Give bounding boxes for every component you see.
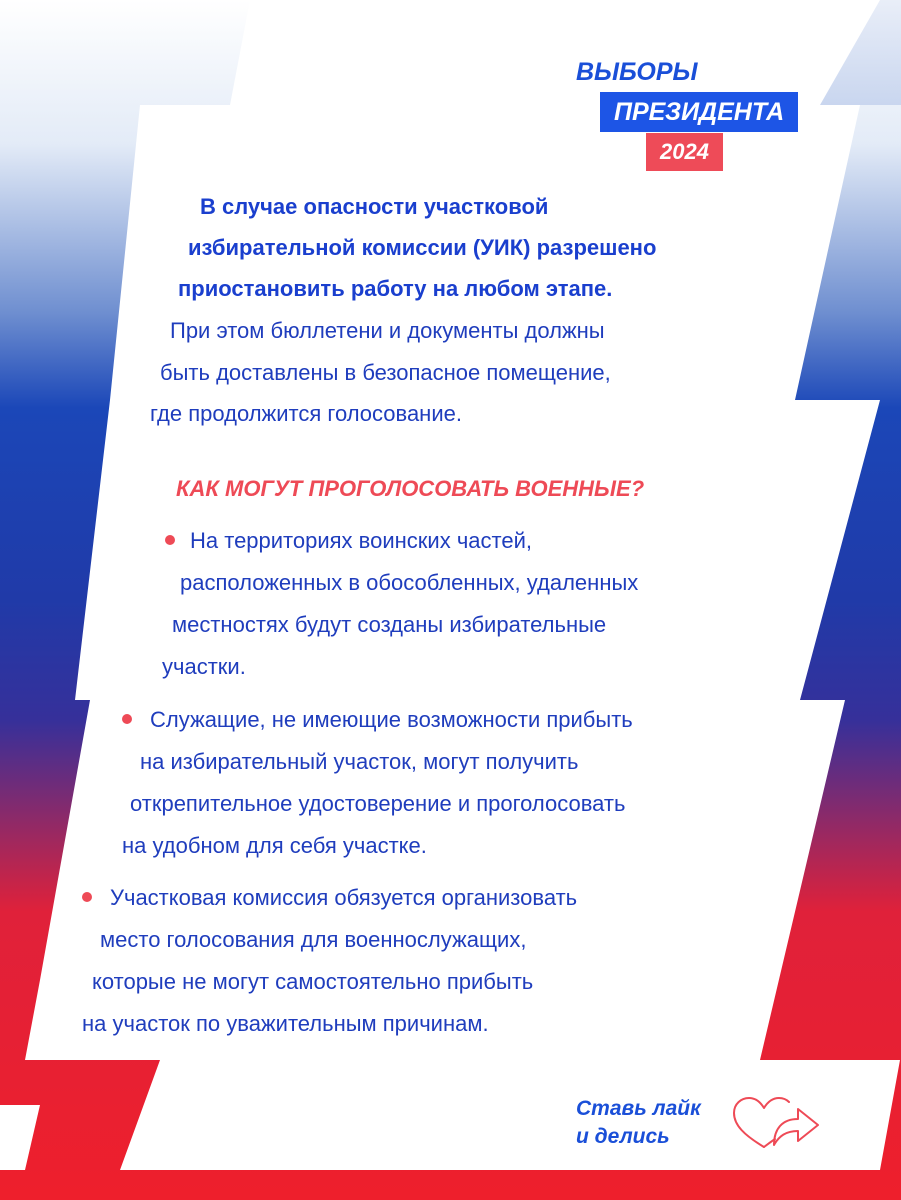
bullet-dot-3 <box>82 892 92 902</box>
heart-share-icon[interactable] <box>730 1095 822 1153</box>
section-heading: КАК МОГУТ ПРОГОЛОСОВАТЬ ВОЕННЫЕ? <box>176 476 645 501</box>
bullet-dot-2 <box>122 714 132 724</box>
bullet-2-line-2: на избирательный участок, могут получить <box>140 749 579 774</box>
cta-line-2: и делись <box>576 1125 670 1148</box>
bullet-1-line-4: участки. <box>162 654 246 679</box>
cta-line-1: Ставь лайк <box>576 1097 701 1120</box>
intro-bold-line-1: В случае опасности участковой <box>200 194 549 219</box>
bullet-1-line-2: расположенных в обособленных, удаленных <box>180 570 639 595</box>
intro-line-3: где продолжится голосование. <box>150 401 462 426</box>
intro-bold-line-3: приостановить работу на любом этапе. <box>178 276 613 301</box>
bullet-3-line-1: Участковая комиссия обязуется организовать <box>110 885 578 910</box>
badge-elections: ВЫБОРЫ <box>562 52 712 92</box>
intro-line-2: быть доставлены в безопасное помещение, <box>160 360 611 385</box>
bullet-dot-1 <box>165 535 175 545</box>
intro-line-1: При этом бюллетени и документы должны <box>170 318 605 343</box>
bullet-2-line-1: Служащие, не имеющие возможности прибыть <box>150 707 633 732</box>
bullet-1-line-3: местностях будут созданы избирательные <box>172 612 607 637</box>
bullet-3-line-3: которые не могут самостоятельно прибыть <box>92 969 534 994</box>
badge-president: ПРЕЗИДЕНТА <box>600 92 798 132</box>
bullet-3-line-4: на участок по уважительным причинам. <box>82 1011 489 1036</box>
intro-bold-line-2: избирательной комиссии (УИК) разрешено <box>188 235 657 260</box>
badge-year: 2024 <box>646 133 723 171</box>
bullet-2-line-3: открепительное удостоверение и проголосовать <box>130 791 626 816</box>
bullet-1-line-1: На территориях воинских частей, <box>190 528 532 553</box>
bullet-3-line-2: место голосования для военнослужащих, <box>100 927 527 952</box>
bullet-2-line-4: на удобном для себя участке. <box>122 833 427 858</box>
